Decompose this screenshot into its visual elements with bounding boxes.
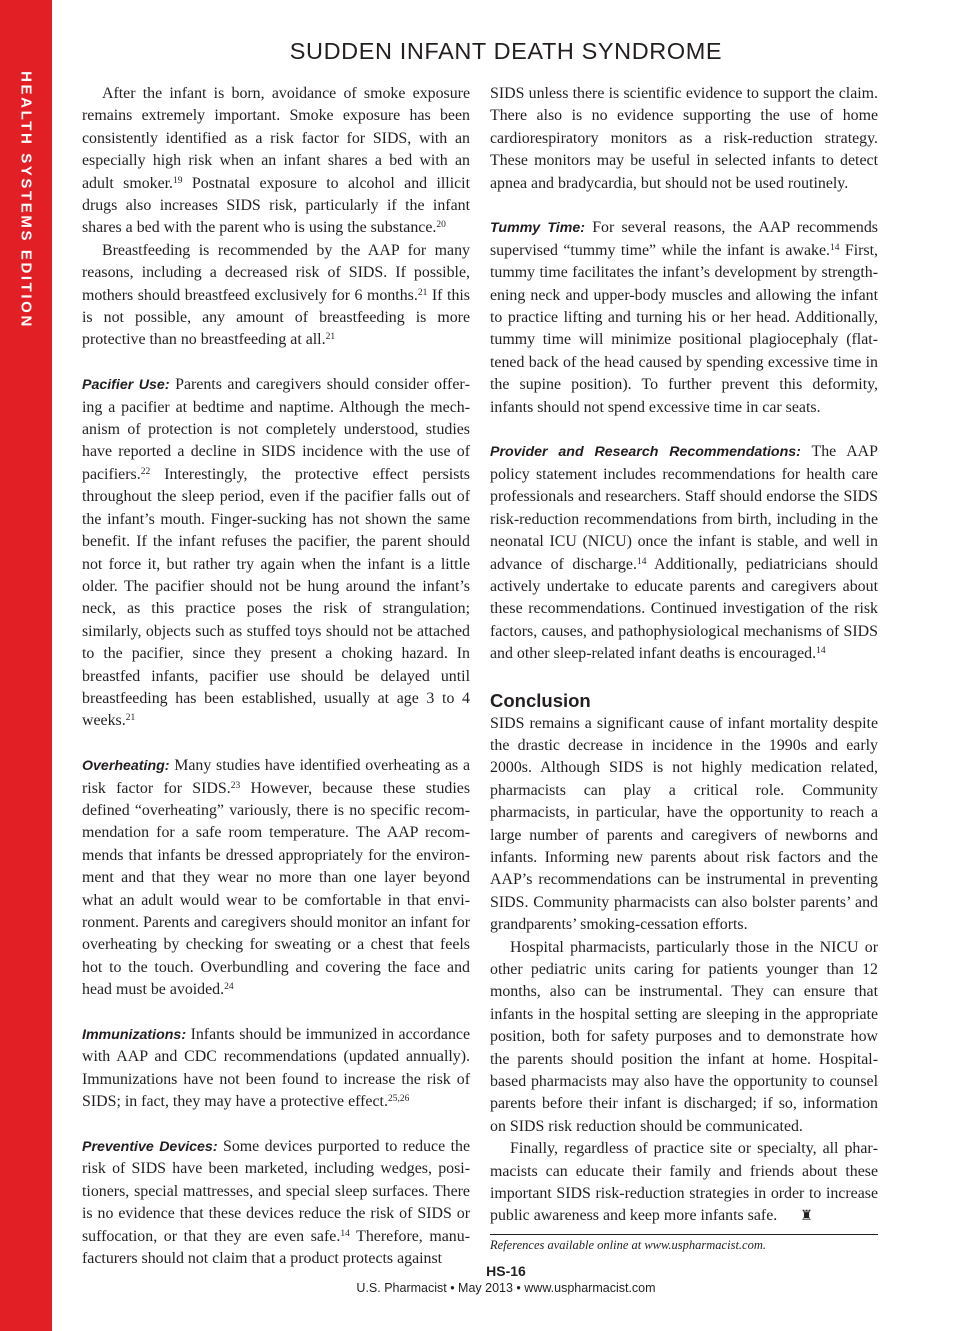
- paragraph-conclusion-3: Finally, regardless of practice site or specialty, all pharmacists can educate their family and friends about these important SIDS risk-reduction strategies in order to increase public awareness and keep more infants safe. ♜: [490, 1138, 878, 1229]
- paragraph-smoke-exposure: After the infant is born, avoidance of smoke exposure remains extremely important. Smoke exposure has been consistently identified as a risk factor for SIDS, with an especially high risk when an infant shares a bed with an adult smoker.$^{19}$ Postnatal exposure to alcohol and illicit drugs also increases SIDS risk, particularly if the infant shares a bed with the parent who is using the substance.$^{20}$: [82, 85, 470, 237]
- reference-superscript: 21: [125, 713, 136, 724]
- reference-superscript: 19: [173, 175, 183, 186]
- reference-superscript: 21: [325, 332, 336, 343]
- references-divider: [490, 1234, 878, 1235]
- paragraph-breastfeeding: Breastfeeding is recommended by the AAP for many reasons, including a decreased risk of SIDS. If possible, mothers should breastfeed exclusively for 6 months.$^{21}$ If this is not possible, any amount of breastfeeding is more protective than no breastfeeding at all.$^{21}$: [82, 241, 470, 349]
- edition-side-bar: [0, 0, 52, 1331]
- run-in-heading: Tummy Time:: [490, 220, 585, 237]
- reference-superscript: 14: [816, 646, 826, 657]
- publication-credits: U.S. Pharmacist • May 2013 • www.uspharmacist.com: [356, 1281, 656, 1295]
- paragraph-preventive-devices: Preventive Devices: Some devices purported to reduce the risk of SIDS have been marketed, including wedges, positioners, special mattresses, and special sleep surfaces. There is no evidence that these devices reduce the risk of SIDS or suffocation, or that they are even safe.$^{14}$ Therefore, manufacturers should not claim that a product protects against: [82, 1138, 471, 1268]
- reference-superscript: 25,26: [387, 1094, 410, 1105]
- reference-superscript: 24: [224, 982, 234, 993]
- page-footer: [52, 1262, 960, 1297]
- reference-superscript: 14: [636, 556, 647, 567]
- paragraph-continued: SIDS unless there is scientific evidence to support the claim. There also is no evidence supporting the use of home cardiorespiratory monitors as a risk-reduction strategy. These monitors may be useful in selected infants to detect apnea and bradycardia, but should not be used routinely.: [490, 85, 878, 192]
- left-column: [82, 83, 470, 1270]
- paragraph-conclusion-2: Hospital pharmacists, particularly those in the NICU or other pediatric units caring for patients younger than 12 months, also can be instrumental. They can ensure that infants in the hospital setting are sleeping in the appropriate position, both for safety purposes and to demonstrate how the parents should position the infant at home. Hospital-based pharmacists may also have the opportunity to counsel parents before their infant is discharged; if so, information on SIDS risk reduction should be communicated.: [490, 938, 878, 1135]
- run-in-heading: Overheating:: [82, 758, 170, 775]
- end-of-article-icon: ♜: [800, 1209, 813, 1225]
- running-head: SUDDEN INFANT DEATH SYNDROME: [289, 38, 723, 64]
- reference-superscript: 21: [417, 287, 428, 298]
- reference-superscript: 20: [436, 220, 446, 231]
- paragraph-tummy-time: Tummy Time: For several reasons, the AAP recommends supervised “tummy time” while the infant is awake.$^{14}$ First, tummy time facilitates the infant’s development by strengthening neck and upper-body muscles and allowing the infant to practice lifting and turning his or her head. Additionally, tummy time will minimize positional plagiocephaly (flattened back of the head caused by spending excessive time in the supine position). To further prevent this deformity, infants should not spend excessive time in car seats.: [490, 219, 878, 416]
- edition-label: HEALTH SYSTEMS EDITION: [17, 71, 35, 329]
- run-in-heading: Pacifier Use:: [82, 377, 170, 394]
- reference-superscript: 23: [230, 780, 241, 791]
- right-column: [490, 83, 878, 1254]
- page-number: HS-16: [486, 1263, 526, 1279]
- reference-superscript: 22: [140, 466, 151, 477]
- paragraph-immunizations: Immunizations: Infants should be immunized in accordance with AAP and CDC recommendations (updated annually). Immunizations have not been found to increase the risk of SIDS; in fact, they may have a protective effect.$^{25,26}$: [82, 1026, 470, 1111]
- paragraph-pacifier-use: Pacifier Use: Parents and caregivers should consider offering a pacifier at bedtime and naptime. Although the mechanism of protection is not completely understood, studies have reported a decline in SIDS incidence with the use of pacifiers.$^{22}$ Interestingly, the protective effect persists throughout the sleep period, even if the pacifier falls out of the infant’s mouth. Finger-sucking has not shown the same benefit. If the infant refuses the pacifier, the parent should not force it, but rather try again when the infant is a little older. The pacifier should not be hung around the infant’s neck, as this practice poses the risk of strangulation; similarly, objects such as stuffed toys should not be attached to the pacifier, since they present a choking hazard. In breastfed infants, pacifier use should be delayed until breastfeeding has been established, usually at age 3 to 4 weeks.$^{21}$: [82, 376, 470, 730]
- reference-superscript: 14: [340, 1228, 350, 1239]
- paragraph-provider-recommendations: Provider and Research Recommendations: The AAP policy statement includes recommendations for health care professionals and researchers. Staff should endorse the SIDS risk-reduction recommendations from birth, including in the neonatal ICU (NICU) once the infant is stable, and well in advance of discharge.$^{14}$ Additionally, pediatricians should actively undertake to educate parents and caregivers about these recommendations. Continued investigation of the risk factors, causes, and pathophysiological mechanisms of SIDS and other sleep-related infant deaths is encouraged.$^{14}$: [490, 443, 878, 663]
- run-in-heading: Immunizations:: [82, 1027, 187, 1044]
- run-in-heading: Preventive Devices:: [82, 1139, 218, 1156]
- paragraph-overheating: Overheating: Many studies have identified overheating as a risk factor for SIDS.$^{23}$ However, because these studies defined “overheating” variously, there is no specific recommendation for a safe room temperature. The AAP recommends that infants be dressed appropriately for the environment and that they wear no more than one layer beyond what an adult would wear to be comfortable in that environment. Parents and caregivers should monitor an infant for overheating by checking for sweating or a chest that feels hot to the touch. Overbundling and covering the face and head must be avoided.$^{24}$: [82, 757, 471, 999]
- run-in-heading: Provider and Research Recommendations:: [490, 444, 801, 461]
- references-note: References available online at www.uspharmacist.com.: [490, 1237, 766, 1252]
- reference-superscript: 14: [829, 242, 840, 253]
- conclusion-heading: Conclusion: [490, 689, 591, 711]
- paragraph-conclusion-1: SIDS remains a significant cause of infant mortality despite the drastic decrease in incidence in the 1990s and early 2000s. Although SIDS is not highly medication related, pharmacists can play a critical role. Community pharmacists, in particular, have the opportunity to reach a large number of parents and caregivers of newborns and infants. Informing new parents about risk factors and the AAP’s recommendations can be instrumental in preventing SIDS. Community pharmacists can also bolster parents’ and grandparents’ smoking-cessation efforts.: [490, 714, 878, 934]
